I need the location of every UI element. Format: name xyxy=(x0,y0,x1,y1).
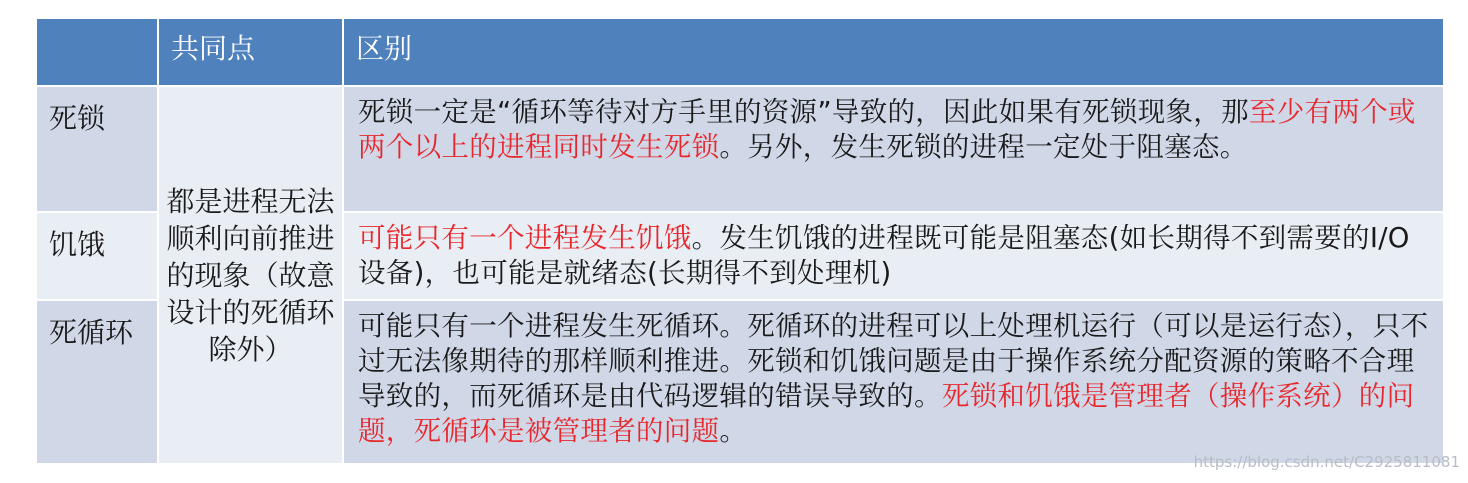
table-row-deadlock xyxy=(36,86,1444,212)
diff-cell-starvation xyxy=(343,212,1444,300)
diff-text: 。 xyxy=(719,415,748,447)
diff-emphasis: 至少有两个或两个以上的进程同时发生死锁 xyxy=(358,96,1416,163)
diff-emphasis: 死锁和饥饿是管理者（操作系统）的问题，死循环是被管理者的问题 xyxy=(358,380,1415,447)
row-label-infinite-loop: 死循环 xyxy=(36,300,158,464)
row-label-starvation: 饥饿 xyxy=(36,212,158,300)
comparison-table xyxy=(35,17,1445,465)
diff-cell-infinite-loop xyxy=(343,300,1444,464)
diff-text: 。另外，发生死锁的进程一定处于阻塞态。 xyxy=(719,131,1248,163)
row-label-deadlock: 死锁 xyxy=(36,86,158,212)
header-blank-cell xyxy=(36,18,158,86)
header-common: 共同点 xyxy=(158,18,343,86)
common-point-cell: 都是进程无法顺利向前推进的现象（故意设计的死循环除外） xyxy=(158,86,343,464)
diff-text: 可能只有一个进程发生死循环。死循环的进程可以上处理机运行（可以是运行态），只不过无法像期待的那样顺利推进。死锁和饥饿问题是由于操作系统分配资源的策略不合理导致的，而死循环是由代码逻辑的错误导致的。 xyxy=(358,310,1429,412)
diff-text: 死锁一定是“循环等待对方手里的资源”导致的，因此如果有死锁现象，那 xyxy=(358,96,1249,128)
diff-emphasis: 可能只有一个进程发生饥饿 xyxy=(358,222,692,254)
header-diff: 区别 xyxy=(343,18,1444,86)
watermark-text: https://blog.csdn.net/C2925811081 xyxy=(1193,453,1460,471)
diff-text: 。发生饥饿的进程既可能是阻塞态(如长期得不到需要的I/O设备)，也可能是就绪态(长期得不到处理机) xyxy=(358,222,1410,289)
header-row xyxy=(36,18,1444,86)
diff-cell-deadlock xyxy=(343,86,1444,212)
